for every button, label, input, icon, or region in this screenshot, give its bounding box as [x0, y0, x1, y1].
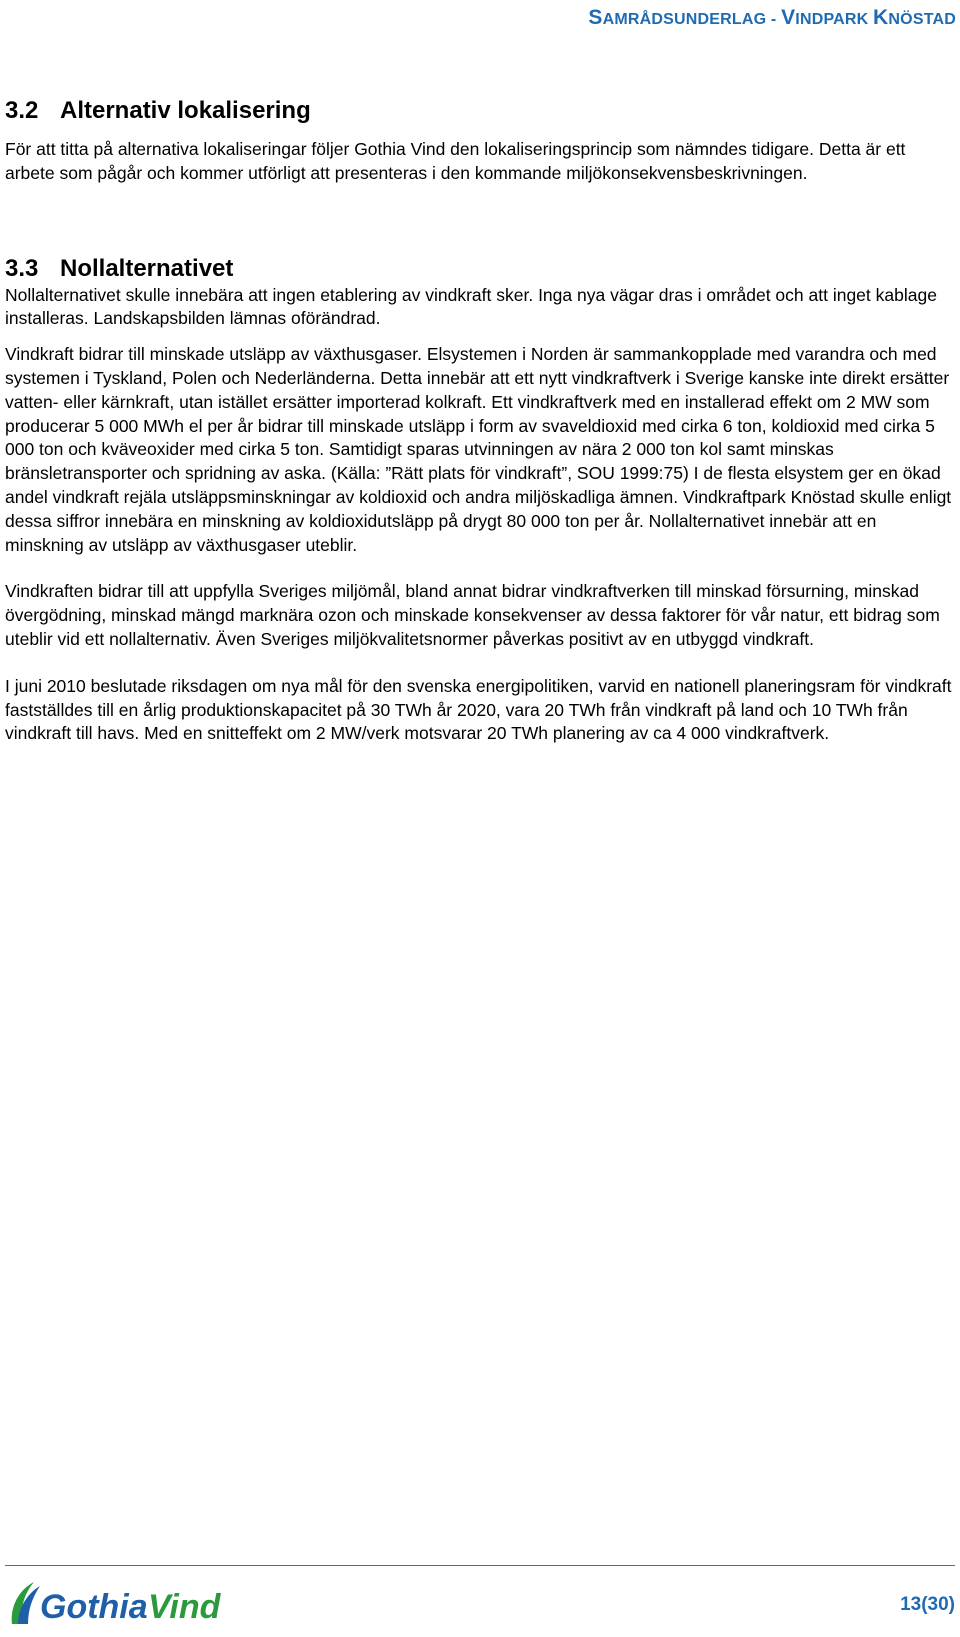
section-number: 3.3: [5, 254, 39, 282]
section-number: 3.2: [5, 97, 39, 124]
header-text: NÖSTAD: [888, 11, 956, 28]
paragraph-nollalternativet-2: Vindkraft bidrar till minskade utsläpp av växthusgaser. Elsystemen i Norden är sammankopplade med varandra och med systemen i Tyskland, Polen och Nederländerna. Detta innebär att ett nytt vindkraftverk i Sverige kanske inte direkt ersätter vatten- eller kärnkraft, utan istället ersätter importerad kolkraft. Ett vindkraftverk med en installerad effekt om 2 MW som producerar 5 000 MWh el per år bidrar till minskade utsläpp i form av svaveldioxid med cirka 6 ton, koldioxid med cirka 5 000 ton och kväveoxider med cirka 5 ton. Samtidigt sparas utvinningen av nära 2 000 ton kol samt minskas bränsletransporter och spridning av aska. (Källa: ”Rätt plats för vindkraft”, SOU 1999:75) I de flesta elsystem ger en ökad andel vindkraft rejäla utsläppsminskningar av koldioxid och andra miljöskadliga ämnen. Vindkraftpark Knöstad skulle enligt dessa siffror innebära en minskning av koldioxidutsläpp på drygt 80 000 ton per år. Nollalternativet innebär att en minskning av utsläpp av växthusgaser uteblir.: [5, 344, 952, 555]
paragraph-alternativ-lokalisering: För att titta på alternativa lokaliseringar följer Gothia Vind den lokaliseringsprincip som nämndes tidigare. Detta är ett arbete som pågår och kommer utförligt att presenteras i den kommande miljökonsekvensbeskrivningen.: [5, 139, 906, 183]
section-title: Alternativ lokalisering: [60, 97, 311, 124]
section-title: Nollalternativet: [60, 254, 234, 282]
header-letter: K: [873, 6, 889, 29]
gothia-vind-logo: [8, 1578, 260, 1628]
logo-graphic: [8, 1578, 260, 1628]
paragraph-nollalternativet-3: Vindkraften bidrar till att uppfylla Sveriges miljömål, bland annat bidrar vindkraftverken till minskad försurning, minskad övergödning, minskad mängd marknära ozon och minskade konsekvenser av dessa faktorer för vår natur, ett bidrag som uteblir vid ett nollalternativ. Även Sveriges miljökvalitetsnormer påverkas positivt av en utbyggd vindkraft.: [5, 581, 940, 649]
header-text: AMRÅDSUNDERLAG -: [602, 11, 782, 28]
header-text: INDPARK: [795, 11, 874, 28]
section-heading-3-2: [5, 96, 955, 126]
page-number: 13(30): [900, 1594, 955, 1615]
header-letter: V: [781, 6, 796, 29]
section-heading-3-3: [5, 254, 955, 284]
footer-divider: [5, 1565, 955, 1566]
logo-text-gothia: Gothia: [40, 1588, 148, 1626]
paragraph-nollalternativet-1: Nollalternativet skulle innebära att ingen etablering av vindkraft sker. Inga nya vägar dras i området och att inget kablage installeras. Landskapsbilden lämnas oförändrad.: [5, 284, 937, 329]
document-header-title: [588, 6, 956, 30]
logo-text-vind: Vind: [148, 1588, 221, 1626]
document-body: [5, 96, 955, 746]
header-letter: S: [588, 6, 603, 29]
paragraph-nollalternativet-4: I juni 2010 beslutade riksdagen om nya mål för den svenska energipolitiken, varvid en nationell planeringsram för vindkraft fastställdes till en årlig produktionskapacitet på 30 TWh år 2020, vara 20 TWh från vindkraft på land och 10 TWh från vindkraft till havs. Med en snitteffekt om 2 MW/verk motsvarar 20 TWh planering av ca 4 000 vindkraftverk.: [5, 675, 952, 744]
